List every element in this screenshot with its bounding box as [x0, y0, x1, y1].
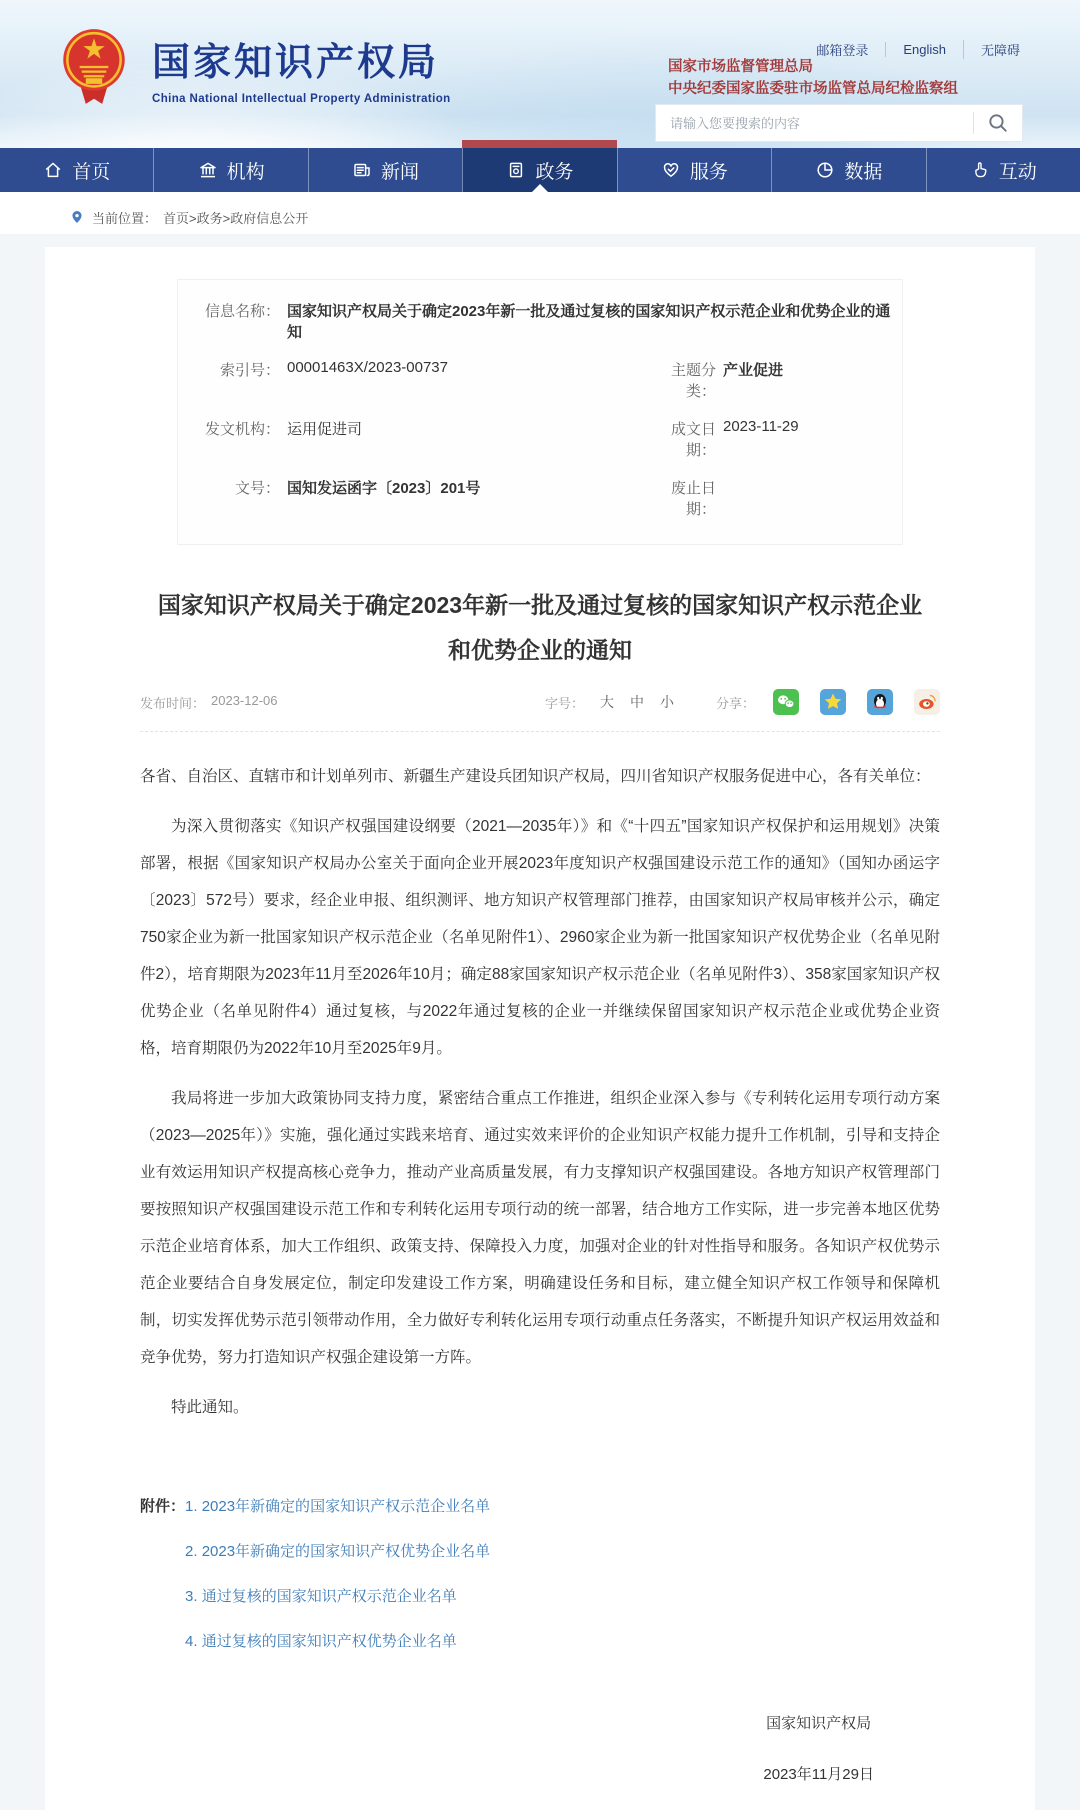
nav-item-gov-affairs[interactable] [462, 148, 616, 192]
wechat-share-icon[interactable] [773, 689, 799, 715]
fontsize-large-button[interactable]: 大 [599, 694, 614, 710]
attachments-list [185, 1484, 490, 1664]
search-bar [655, 104, 1023, 142]
samr-link[interactable]: 国家市场监督管理总局 [668, 59, 813, 75]
nav-label: 服务 [689, 161, 728, 183]
data-icon [815, 160, 835, 180]
content-card [45, 247, 1035, 1810]
site-logo [58, 26, 451, 110]
info-agency-value: 运用促进司 [287, 421, 363, 438]
signature-org: 国家知识产权局 [766, 1715, 872, 1732]
meta-tools [545, 689, 940, 715]
paragraph-2: 我局将进一步加大政策协同支持力度，紧密结合重点工作推进，组织企业深入参与《专利转化运用专项行动方案（2023—2025年）》实施，强化通过实践来培育、通过实效来评价的企业知识产权能力提升工作机制，引导和支持企业有效运用知识产权提高核心竞争力，推动产业高质量发展，有力支撑知识产权强国建设。各地方知识产权管理部门要按照知识产权强国建设示范工作和专利转化运用专项行动的统一部署，结合地方工作实际，进一步完善本地区优势示范企业培育体系，加大工作组织、政策支持、保障投入力度，加强对企业的针对性指导和服务。各知识产权优势示范企业要结合自身发展定位，制定印发建设工作方案，明确建设任务和目标，建立健全知识产权工作领导和保障机制，切实发挥优势示范引领带动作用，全力做好专利转化运用专项行动重点任务落实，不断提升知识产权运用效益和竞争优势，努力打造知识产权强企建设第一方阵。 [140, 1090, 940, 1366]
info-repeal-label: 废止日期： [670, 480, 716, 518]
nav-item-institution[interactable] [153, 148, 307, 192]
nav-label: 政务 [535, 161, 574, 183]
publish-time [140, 693, 278, 712]
info-name-label: 信息名称： [204, 303, 280, 320]
attachment-link-2[interactable]: 2. 2023年新确定的国家知识产权优势企业名单 [185, 1543, 491, 1560]
weibo-share-icon[interactable] [914, 689, 940, 715]
site-subtitle: China National Intellectual Property Administration [152, 93, 451, 105]
breadcrumb [0, 200, 1080, 234]
share-icons [773, 689, 940, 715]
nav-item-home[interactable] [0, 148, 153, 192]
fontsize-small-button[interactable]: 小 [659, 694, 674, 710]
share-label: 分享： [715, 695, 755, 711]
info-topic-label: 主题分类： [670, 362, 716, 400]
info-repeal-value [716, 477, 723, 519]
institution-icon [198, 160, 218, 180]
info-row-name [178, 300, 902, 342]
article-body [140, 758, 940, 1426]
info-index-value: 00001463X/2023-00737 [287, 359, 448, 376]
search-button[interactable] [974, 105, 1022, 141]
info-date-value: 2023-11-29 [723, 418, 799, 435]
site-header [0, 0, 1080, 148]
search-input[interactable] [656, 105, 973, 141]
page-title [120, 583, 960, 673]
publish-time-value: 2023-12-06 [211, 692, 278, 708]
site-title: 国家知识产权局 [152, 42, 440, 84]
info-row-docno-repeal [178, 477, 902, 519]
article-meta-row [140, 689, 940, 715]
interaction-icon [970, 160, 990, 180]
attachment-link-3[interactable]: 3. 通过复核的国家知识产权示范企业名单 [185, 1588, 457, 1605]
info-date-label: 成文日期： [670, 421, 716, 459]
mail-login-link[interactable]: 邮箱登录 [816, 43, 869, 58]
info-index-label: 索引号： [219, 362, 280, 379]
national-emblem-icon [58, 26, 130, 110]
info-topic-value: 产业促进 [723, 362, 784, 379]
attachments-label: 附件： [140, 1498, 186, 1515]
info-row-index-topic [178, 359, 902, 401]
signature-date: 2023年11月29日 [763, 1766, 874, 1783]
home-icon [43, 160, 63, 180]
discipline-inspection-link[interactable]: 中央纪委国家监委驻市场监管总局纪检监察组 [668, 81, 958, 97]
info-row-agency-date [178, 418, 902, 460]
nav-label: 机构 [226, 161, 265, 183]
nav-item-data[interactable] [771, 148, 925, 192]
news-icon [352, 160, 372, 180]
service-icon [661, 160, 681, 180]
related-agency-links [668, 56, 958, 100]
search-icon [987, 112, 1009, 134]
breadcrumb-path[interactable]: 首页>政务>政府信息公开 [163, 210, 309, 226]
info-docno-value: 国知发运函字〔2023〕201号 [287, 480, 481, 497]
qzone-share-icon[interactable] [820, 689, 846, 715]
paragraph-salutation: 各省、自治区、直辖市和计划单列市、新疆生产建设兵团知识产权局，四川省知识产权服务促进中心，各有关单位： [140, 768, 931, 785]
nav-item-news[interactable] [308, 148, 462, 192]
document-info-table [177, 279, 903, 545]
breadcrumb-label: 当前位置： [92, 210, 158, 226]
english-link[interactable]: English [885, 42, 963, 57]
fontsize-label: 字号： [544, 695, 584, 711]
paragraph-1: 为深入贯彻落实《知识产权强国建设纲要（2021—2035年）》和《“十四五”国家知识产权保护和运用规划》决策部署，根据《国家知识产权局办公室关于面向企业开展2023年度知识产权强国建设示范工作的通知》（国知办函运字〔2023〕572号）要求，经企业申报、组织测评、地方知识产权管理部门推荐，由国家知识产权局审核并公示，确定750家企业为新一批国家知识产权示范企业（名单见附件1）、2960家企业为新一批国家知识产权优势企业（名单见附件2），培育期限为2023年11月至2026年10月；确定88家国家知识产权示范企业（名单见附件3）、358家国家知识产权优势企业（名单见附件4）通过复核，与2022年通过复核的企业一并继续保留国家知识产权示范企业或优势企业资格，培育期限仍为2022年10月至2025年9月。 [140, 818, 940, 1057]
attachment-link-1[interactable]: 1. 2023年新确定的国家知识产权示范企业名单 [185, 1498, 491, 1515]
gov-affairs-icon [506, 160, 526, 180]
info-name-value: 国家知识产权局关于确定2023年新一批及通过复核的国家知识产权示范企业和优势企业的通知 [287, 303, 891, 341]
nav-label: 互动 [998, 161, 1037, 183]
page-title-line2: 和优势企业的通知 [448, 637, 632, 663]
page-body [0, 200, 1080, 1810]
info-docno-label: 文号： [234, 480, 280, 497]
nav-item-interaction[interactable] [926, 148, 1080, 192]
publish-time-label: 发布时间： [140, 695, 206, 711]
meta-divider [140, 731, 940, 732]
info-agency-label: 发文机构： [204, 421, 280, 438]
page-title-line1: 国家知识产权局关于确定2023年新一批及通过复核的国家知识产权示范企业 [157, 592, 923, 618]
nav-item-service[interactable] [617, 148, 771, 192]
nav-label: 数据 [844, 161, 883, 183]
nav-label: 首页 [72, 161, 111, 183]
paragraph-closing: 特此通知。 [171, 1399, 249, 1416]
qq-share-icon[interactable] [867, 689, 893, 715]
fontsize-medium-button[interactable]: 中 [629, 694, 644, 710]
main-nav [0, 148, 1080, 192]
location-pin-icon [70, 209, 84, 225]
article-column [140, 689, 940, 1784]
accessibility-link[interactable]: 无障碍 [963, 40, 1020, 59]
attachment-link-4[interactable]: 4. 通过复核的国家知识产权优势企业名单 [185, 1633, 457, 1650]
nav-label: 新闻 [381, 161, 420, 183]
signature-section [140, 1712, 940, 1784]
attachments-section [140, 1484, 940, 1664]
